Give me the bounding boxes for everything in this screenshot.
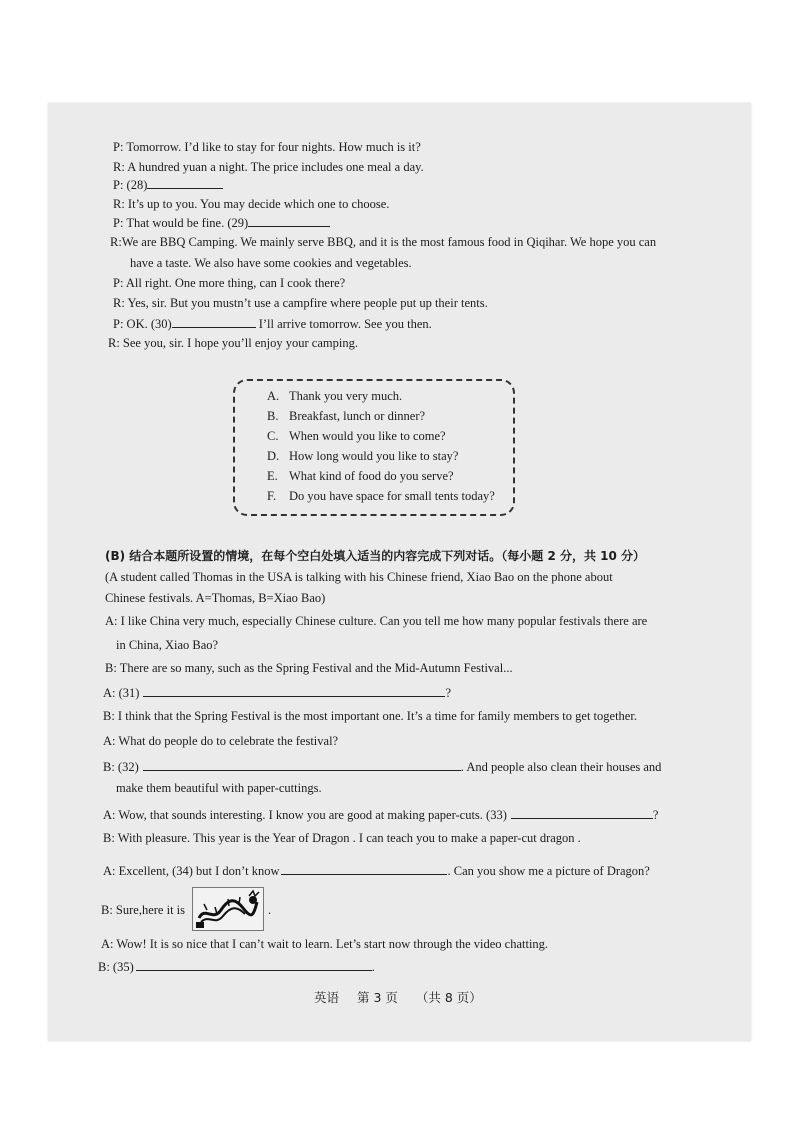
footer-subject: 英语 xyxy=(314,990,340,1005)
dialog-line: P: Tomorrow. I’d like to stay for four nights. How much is it? xyxy=(113,140,421,154)
option-b: B. Breakfast, lunch or dinner? xyxy=(267,409,426,423)
dialog-line: B: Sure,here it is xyxy=(101,903,186,917)
dialog-line: A: I like China very much, especially Chinese culture. Can you tell me how many popular festivals there are xyxy=(105,614,648,628)
question-label: P: That would be fine. (29) xyxy=(113,216,249,230)
answer-blank-35[interactable] xyxy=(136,958,372,971)
dialog-line: R:We are BBQ Camping. We mainly serve BBQ, and it is the most famous food in Qiqihar. We hope you can xyxy=(110,235,657,249)
intro-line: Chinese festivals. A=Thomas, B=Xiao Bao) xyxy=(105,591,326,605)
dialog-line: R: Yes, sir. But you mustn’t use a campfire where people put up their tents. xyxy=(113,296,488,310)
option-e: E. What kind of food do you serve? xyxy=(267,469,454,483)
dialog-line: have a taste. We also have some cookies and vegetables. xyxy=(130,256,412,270)
answer-blank-30[interactable] xyxy=(172,315,256,328)
answer-blank-32[interactable] xyxy=(143,758,461,771)
intro-line: (A student called Thomas in the USA is talking with his Chinese friend, Xiao Bao on the phone about xyxy=(105,570,613,584)
section-b-heading: (B) 结合本题所设置的情境，在每个空白处填入适当的内容完成下列对话。（每小题 2 分，共 10 分） xyxy=(105,549,646,563)
page-footer xyxy=(314,988,496,1006)
dialog-line-34: A: Excellent, (34) but I don’t know . Can you show me a picture of Dragon? xyxy=(103,864,650,878)
options-box xyxy=(233,379,515,516)
answer-blank-33[interactable] xyxy=(511,806,653,819)
dialog-line: B: There are so many, such as the Spring Festival and the Mid-Autumn Festival... xyxy=(105,661,513,675)
dialog-line: A: Wow! It is so nice that I can’t wait to learn. Let’s start now through the video chatting. xyxy=(101,937,549,951)
dialog-line: P: All right. One more thing, can I cook there? xyxy=(113,276,346,290)
dialog-punctuation: . xyxy=(268,903,272,917)
dragon-icon xyxy=(193,888,263,930)
question-label: A: Excellent, (34) but I don’t know xyxy=(103,864,280,878)
question-label: B: (32) xyxy=(103,760,139,774)
dialog-line-35: B: (35) . xyxy=(98,960,375,974)
dialog-text: I’ll arrive tomorrow. See you then. xyxy=(258,317,432,331)
dialog-line-29 xyxy=(113,214,330,231)
option-f: F. Do you have space for small tents today? xyxy=(267,489,495,503)
dialog-line-32: B: (32) . And people also clean their houses and xyxy=(103,760,662,774)
option-d: D. How long would you like to stay? xyxy=(267,449,459,463)
dialog-line: R: It’s up to you. You may decide which one to choose. xyxy=(113,197,390,211)
dialog-line: R: A hundred yuan a night. The price includes one meal a day. xyxy=(113,160,424,174)
dialog-line-28 xyxy=(113,176,223,193)
question-label: A: Wow, that sounds interesting. I know you are good at making paper-cuts. (33) xyxy=(103,808,507,822)
answer-blank-29[interactable] xyxy=(248,214,330,227)
option-c: C. When would you like to come? xyxy=(267,429,446,443)
question-label: P: OK. (30) xyxy=(113,317,172,331)
dialog-line: A: What do people do to celebrate the festival? xyxy=(103,734,339,748)
question-label: B: (35) xyxy=(98,960,134,974)
footer-total: （共 8 页） xyxy=(415,990,482,1005)
question-label: P: (28) xyxy=(113,178,148,192)
dialog-line: make them beautiful with paper-cuttings. xyxy=(116,781,322,795)
option-a: A. Thank you very much. xyxy=(267,389,403,403)
answer-blank-31[interactable] xyxy=(143,684,445,697)
dialog-line-33: A: Wow, that sounds interesting. I know you are good at making paper-cuts. (33) ? xyxy=(103,808,659,822)
question-label: A: (31) xyxy=(103,686,140,700)
dialog-line-31: A: (31) ? xyxy=(103,686,452,700)
dialog-line: R: See you, sir. I hope you’ll enjoy your camping. xyxy=(108,336,358,350)
dragon-papercut-image xyxy=(192,887,264,931)
dialog-line: B: With pleasure. This year is the Year of Dragon . I can teach you to make a paper-cut dragon . xyxy=(103,831,581,845)
dialog-line-30 xyxy=(113,315,432,332)
answer-blank-34[interactable] xyxy=(281,862,447,875)
footer-page: 第 3 页 xyxy=(357,990,398,1005)
answer-blank-28[interactable] xyxy=(147,176,223,189)
dialog-line: B: I think that the Spring Festival is the most important one. It’s a time for family members to get together. xyxy=(103,709,637,723)
dialog-line: in China, Xiao Bao? xyxy=(116,638,219,652)
